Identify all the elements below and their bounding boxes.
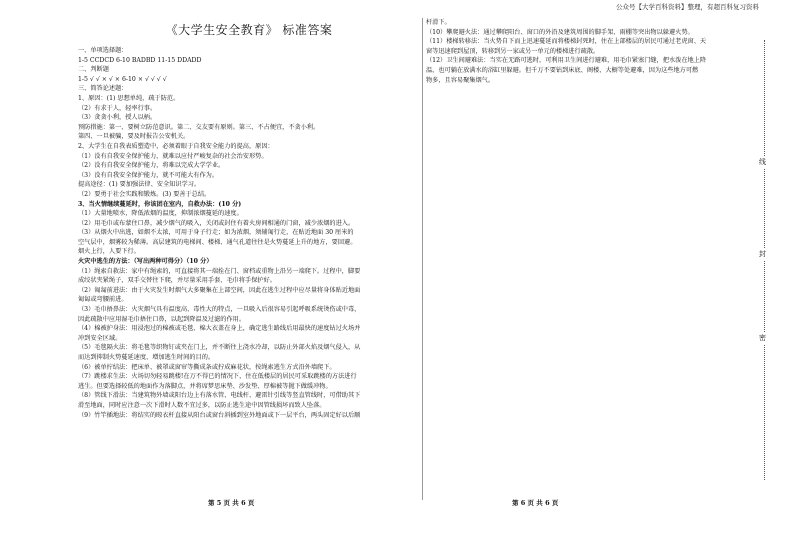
text-line: 提高途径：(1) 要加强法律、安全知识学习。 bbox=[78, 181, 201, 189]
left-page bbox=[78, 18, 420, 508]
text-line: （2）有求于人，轻率行事。 bbox=[78, 104, 157, 112]
text-line: 预防措施：第一、要树立防范意识。第二、交友要有原则。第三、不占便宜，不贪小利。 bbox=[78, 123, 320, 131]
text-line: 逃生。但要选择较低的地面作为落脚点，并将席梦思床垫、沙发垫、厚棉被等抛下做缓冲物。 bbox=[78, 382, 332, 390]
binding-char-mi: 密 bbox=[759, 334, 766, 342]
text-line: 温，也可躺在放满水的浴缸里躲避。但千万不要钻到床底、阁楼、大橱等处避难，因为这些地方可燃 bbox=[426, 66, 699, 74]
text-line: 因此疏散中应用湿毛巾捂住口鼻，以起到降温及过滤的作用。 bbox=[78, 315, 246, 323]
text-line: （3）没有自我安全保护能力，就不可能大有作为。 bbox=[78, 171, 219, 179]
text-line: 3、当火情继续蔓延时，你该团在室内，自救办法：(10 分) bbox=[78, 200, 242, 208]
binding-char-xian: 线 bbox=[759, 158, 766, 166]
text-line: 杆滑下。 bbox=[426, 19, 451, 26]
text-line: 窗等迅速爬到屋顶，转移到另一家或另一单元的楼梯进行疏散。 bbox=[426, 47, 600, 55]
text-line: （3）毛巾捂鼻法：火灾烟气具有温度高、毒性大的特点，一旦吸入后很容易引起呼吸系统烫伤或中毒， bbox=[78, 306, 361, 314]
text-line: 物多，且容易聚集烟气。 bbox=[426, 76, 495, 84]
text-line: （3）贪贪小利，授人以柄。 bbox=[78, 114, 157, 122]
text-line: （4）棉被护身法：用浸泡过的棉被或毛毯、棉大衣盖在身上，确定逃生路线后用最快的速度钻过火场并 bbox=[78, 325, 361, 333]
text-line: （9）竹竿插地法：将结实的晾衣杆直接从阳台或窗台斜插到室外地面或下一层平台，两头固定好以后顺 bbox=[78, 411, 361, 419]
left-page-body bbox=[78, 46, 420, 420]
text-line: （2）用毛巾或布蒙住口鼻，减少烟气的吸入，关闭或封住有着火房间相通的门窗，减少浓烟的进入。 bbox=[78, 219, 355, 227]
text-line: 1-5 √ √ × √ × 6-10 × √ √ √ √ bbox=[78, 75, 167, 83]
text-line: （8）管线下滑法：当建筑物外墙或阳台边上有落水管、电线杆、避雷针引线等竖直管线时，可借助其下 bbox=[78, 392, 361, 400]
right-page bbox=[426, 18, 744, 178]
text-line: 成绞状夹紧绳子，双手交替往下爬，并尽量采用手套、毛巾将手保护好。 bbox=[78, 277, 276, 285]
text-line: （1）没有自我安全保护能力，就难以应付严峻复杂的社会治安形势。 bbox=[78, 152, 268, 160]
text-line: （5）毛毯隔火法：将毛毯等织物钉或夹在门上，并不断往上浇水冷却，以防止外部火焰及烟气侵入，从 bbox=[78, 344, 361, 352]
text-line: （2）匍匐前进法：由于火灾发生时烟气大多聚集在上部空间，因此在逃生过程中应尽量将身体贴近地面 bbox=[78, 286, 361, 294]
text-line: 火灾中逃生的方法：（写出两种可得分）（10 分） bbox=[78, 258, 213, 266]
text-line: 第四、一旦被骗，要及时报告公安机关。 bbox=[78, 133, 190, 141]
binding-char-feng: 封 bbox=[759, 250, 766, 258]
text-line: 2、大学生在自我表质塑造中，必须着眼于自我安全能力的提高，原因： bbox=[78, 142, 274, 150]
text-line: 烟火上行，人要下行。 bbox=[78, 248, 140, 256]
text-line: （2）没有自我安全保护能力，将难以完成大学学业。 bbox=[78, 162, 225, 170]
text-line: （12）卫生间避难法：当实在无路可逃时，可利用卫生间进行避难，用毛巾紧塞门缝，把水泼在地上降 bbox=[426, 57, 707, 65]
header-note: 公众号【大学百科资料】整理，有超百科复习资料 bbox=[616, 3, 759, 11]
text-line: 1、原因：(1) 思想单纯，疏于防范。 bbox=[78, 94, 180, 102]
text-line: （7）跳楼求生法：火场切勿轻易跳楼!在万不得已的情况下，住在低楼层的居民可采取跳楼的方法进行 bbox=[78, 373, 357, 381]
text-line: （1）绳索自救法：家中有绳索的，可直接将其一端拴在门、窗档或重物上沿另一端爬下。过程中，脚要 bbox=[78, 267, 361, 275]
text-line: （2）要勇于社会实践和锻炼。(3) 要善于总结。 bbox=[78, 190, 211, 198]
page-divider bbox=[422, 18, 423, 500]
text-line: 1-5 CCDCD 6-10 BADBD 11-15 DDADD bbox=[78, 56, 202, 64]
text-line: 一、单项选择题： bbox=[78, 47, 128, 54]
text-line: （3）从烟火中出逃，如烟不太浓，可用于身子行走；如为浓烟，须辅匍行走，在贴近地面 30 厘米的 bbox=[78, 229, 354, 237]
text-line: （1）大量地喷水，降低浓烟的温度，抑制浓烟蔓延的速度。 bbox=[78, 210, 243, 218]
text-line: 三、简答论述题： bbox=[78, 85, 128, 93]
text-line: 冲到安全区域。 bbox=[78, 334, 122, 342]
text-line: （6）被单拧结法：把床单、被罩或窗帘等撕成条或拧成麻花状，按绳索逃生方式沿外墙爬下。 bbox=[78, 363, 336, 371]
document-title: 《大学生安全教育》 标准答案 bbox=[165, 23, 333, 37]
right-page-body bbox=[426, 18, 744, 85]
text-line: 而达到抑制火势蔓延速度、增加逃生时间的目的。 bbox=[78, 354, 215, 361]
footer-left: 第 5 页 共 6 页 bbox=[208, 499, 255, 507]
text-line: 二、判断题 bbox=[78, 66, 109, 74]
text-line: （10）攀爬避火法：通过攀爬阳台、窗口的外沿及建筑周围的脚手架、雨棚等突出物以躲避火势。 bbox=[426, 28, 694, 36]
text-line: 空气层中，烟雾较为稀薄。高层建筑的电梯间、楼梯、通气孔道往往是火势蔓延上升的地方，要回避。 bbox=[78, 238, 357, 246]
footer-right: 第 6 页 共 6 页 bbox=[512, 499, 559, 507]
binding-line bbox=[764, 40, 766, 480]
text-line: （11）楼梯转移法：当火势自下而上迅速蔓延而将楼梯封死时，住在上部楼层的居民可通过老虎窗、天 bbox=[426, 38, 707, 46]
text-line: 滑至地面，同时应注意一次下滑时人数不宜过多，以防止逃生途中因管线损坏而致人坠落。 bbox=[78, 401, 326, 409]
text-line: 匍匐或弯腰前进。 bbox=[78, 296, 128, 304]
